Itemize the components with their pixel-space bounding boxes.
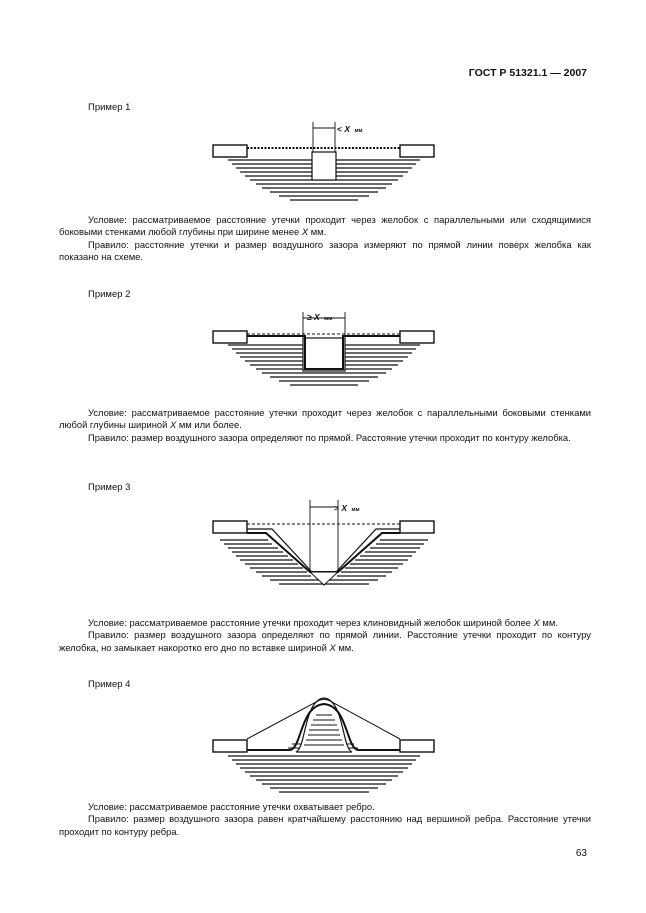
groove-wall — [247, 529, 400, 585]
example-2-title: Пример 2 — [88, 289, 131, 300]
conductor-left — [213, 145, 247, 157]
example-1-title: Пример 1 — [88, 102, 131, 113]
example-4-text — [59, 801, 591, 838]
example-1-rule: Правило: расстояние утечки и размер воздушного зазора измеряют по прямой линии поверх желобка как показано на схеме. — [59, 238, 591, 263]
groove — [303, 338, 345, 371]
conductor-right — [400, 740, 434, 752]
insulation-hatching — [228, 345, 420, 385]
clearance-line — [247, 700, 400, 740]
conductor-left — [213, 331, 247, 343]
example-2-dimension: ≥ X мм — [307, 312, 333, 322]
example-2-text — [59, 407, 591, 444]
creepage-path — [247, 336, 400, 369]
groove — [312, 152, 336, 180]
conductor-right — [400, 145, 434, 157]
conductor-right — [400, 331, 434, 343]
insulation-hatching — [220, 540, 428, 584]
example-4-rule: Правило: размер воздушного зазора равен кратчайшему расстоянию над вершиной ребра. Расстояние утечки проходит по контуру ребра. — [59, 813, 591, 837]
example-3-dimension: > X мм — [334, 503, 360, 513]
example-4-condition: Условие: рассматриваемое расстояние утечки охватывает ребро. — [88, 801, 375, 812]
creepage-path — [247, 533, 400, 572]
creepage-path — [247, 704, 400, 750]
conductor-right — [400, 521, 434, 533]
example-3-condition: Условие: рассматриваемое расстояние утечки проходит через клиновидный желобок шириной более X мм. — [88, 617, 558, 628]
example-2-rule: Правило: размер воздушного зазора определяют по прямой. Расстояние утечки проходит по контуру желобка. — [88, 431, 571, 443]
document-code: ГОСТ Р 51321.1 — 2007 — [468, 67, 587, 79]
insulation-hatching — [228, 744, 420, 792]
example-1-condition: Условие: рассматриваемое расстояние утечки проходит через желобок с параллельными или сходящимися боковыми стенками любой глубины при ширине менее X мм. — [59, 214, 591, 238]
example-1-text — [59, 214, 591, 264]
conductor-left — [213, 521, 247, 533]
example-4-title: Пример 4 — [88, 679, 131, 690]
insulation-hatching — [228, 160, 420, 200]
example-2-condition: Условие: рассматриваемое расстояние утечки проходит через желобок с параллельными боковыми стенками любой глубины шириной X мм или более. — [59, 407, 591, 431]
conductor-left — [213, 740, 247, 752]
example-1-dimension: < X мм — [337, 124, 363, 134]
example-3-title: Пример 3 — [88, 482, 131, 493]
rib — [296, 698, 352, 752]
page-number: 63 — [575, 848, 587, 859]
example-3-rule: Правило: размер воздушного зазора определяют по прямой линии. Расстояние утечки проходит по контуру желобка, но замыкает накоротко его дно по вставке шириной X мм. — [59, 629, 591, 653]
example-3-text — [59, 617, 591, 654]
